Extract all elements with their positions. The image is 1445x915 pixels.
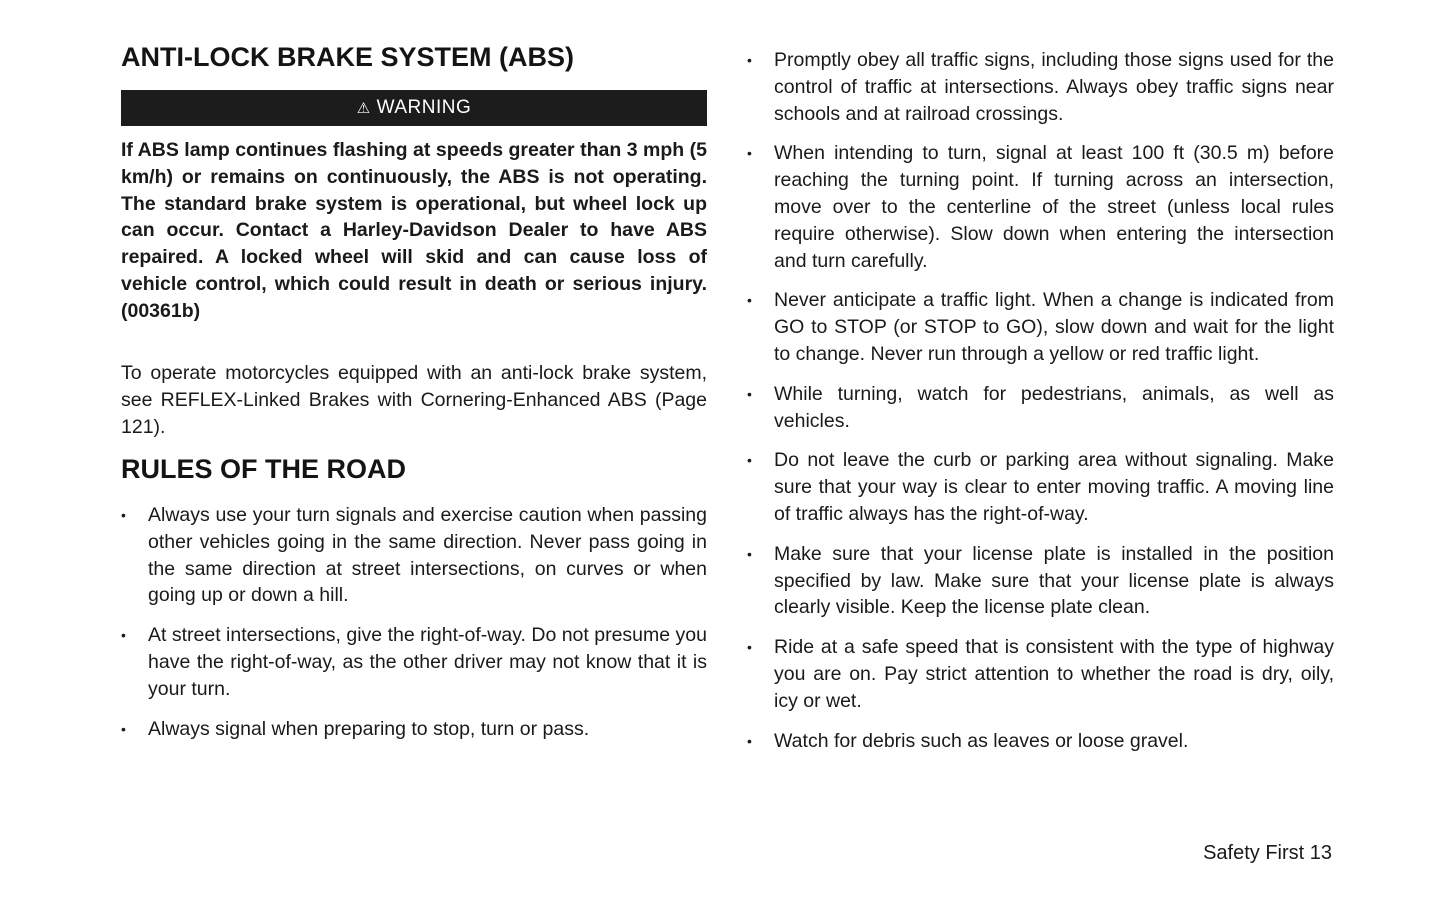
list-item [747,381,1334,435]
list-item-text: At street intersections, give the right-of-way. Do not presume you have the right-of-way, as the other driver may not know that it is your turn. [148,624,707,700]
bullet-icon: • [747,639,752,656]
bullet-icon: • [747,545,752,562]
list-item-text: Do not leave the curb or parking area without signaling. Make sure that your way is clear to enter moving traffic. A moving line of traffic always has the right-of-way. [774,449,1334,525]
page-footer: Safety First 13 [1203,842,1332,864]
list-item-text: When intending to turn, signal at least 100 ft (30.5 m) before reaching the turning point. If turning across an intersection, move over to the centerline of the street (unless local rules require otherwise). Slow down when entering the intersection and turn carefully. [774,142,1334,272]
abs-intro-text: To operate motorcycles equipped with an anti-lock brake system, see REFLEX-Linked Brakes with Cornering-Enhanced ABS (Page 121). [121,362,707,438]
list-item [747,447,1334,527]
bullet-icon: • [121,627,126,644]
bullet-icon: • [747,52,752,68]
list-item-text: Always signal when preparing to stop, turn or pass. [148,717,590,740]
list-item [747,47,1334,127]
list-item-text: Make sure that your license plate is installed in the position specified by law. Make sure that your license plate is always clearly visible. Keep the license plate clean. [774,542,1334,619]
bullet-icon: • [747,292,752,309]
rules-list-right [747,47,1334,767]
bullet-icon: • [747,452,752,469]
warning-label: WARNING [376,97,472,118]
list-item-text: Always use your turn signals and exercise caution when passing other vehicles going in the same direction. Never pass going in the same direction at street intersections, on curves or when going up or down a hill. [148,504,707,607]
warning-text: If ABS lamp continues flashing at speeds greater than 3 mph (5 km/h) or remains on continuously, the ABS is not operating. The standard brake system is operational, but wheel lock up can occur. Contact a Harley-Davidson Dealer to have ABS repaired. A locked wheel will skid and can cause loss of vehicle control, which could result in death or serious injury. (00361b) [121,139,707,322]
list-item-text: Never anticipate a traffic light. When a change is indicated from GO to STOP (or STOP to GO), slow down and wait for the light to change. Never run through a yellow or red traffic light. [774,289,1334,365]
warning-triangle-icon: ⚠ [356,99,371,117]
bullet-icon: • [747,385,752,402]
bullet-icon: • [747,145,752,162]
bullet-icon: • [121,720,126,737]
list-item-text: Watch for debris such as leaves or loose gravel. [774,729,1189,752]
rules-list-left [121,502,707,755]
list-item-text: Promptly obey all traffic signs, including those signs used for the control of traffic at intersections. Always obey traffic signs near schools and at railroad crossings. [774,49,1334,125]
list-item [121,502,707,609]
warning-bar [121,90,707,126]
rules-heading: RULES OF THE ROAD [121,454,407,484]
list-item [121,716,707,743]
list-item [747,287,1334,367]
list-item [121,622,707,702]
bullet-icon: • [747,732,752,749]
list-item [747,541,1334,621]
bullet-icon: • [121,507,126,523]
list-item [747,634,1334,714]
list-item-text: Ride at a safe speed that is consistent with the type of highway you are on. Pay strict attention to whether the road is dry, oily, icy or wet. [774,636,1334,712]
list-item [747,728,1334,755]
list-item-text: While turning, watch for pedestrians, animals, as well as vehicles. [774,382,1334,432]
list-item [747,140,1334,274]
abs-heading: ANTI-LOCK BRAKE SYSTEM (ABS) [121,42,574,72]
